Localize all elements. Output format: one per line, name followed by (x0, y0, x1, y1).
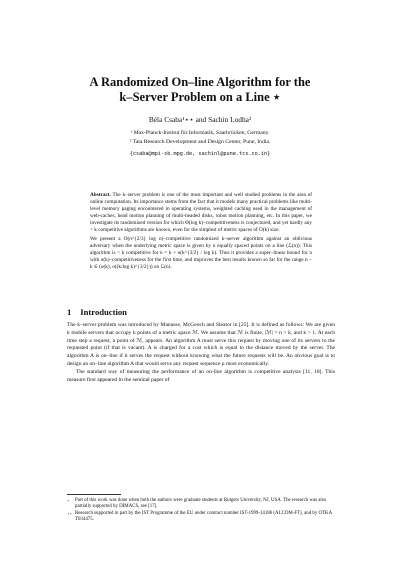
footnote-2-mark: ⋆⋆ (67, 510, 73, 516)
section-heading (67, 307, 337, 317)
abstract-paragraph-1 (90, 192, 312, 234)
affiliations (40, 129, 360, 146)
body-text (67, 322, 335, 384)
body-paragraph-2: The standard way of measuring the performance of an on-line algorithm is competitive analysis [11, 18]. This measure first appeared in the seminal paper of (67, 368, 335, 383)
footnotes (67, 498, 335, 523)
abstract-text-1: The k–server problem is one of the most important and well studied problems in the area of online computation. Its importance stems from the fact that it models many practical problems like multi-level memory paging encountered in operating systems, weighted caching used in the management of web-caches, head motion planning of multi-headed disks, robot motion planning, etc. In this paper, we investigate its randomized version for which Θ(log k)–competitiveness is conjectured, and yet hardly any < k competitive algorithms are known, even for the simplest of metric spaces of O(k) size. (90, 192, 312, 234)
affiliation-1: ¹ Max-Planck-Institut für Informatik, Saarbrücken, Germany. (130, 130, 270, 136)
section-number: 1 (67, 307, 72, 317)
footnote-1-text: Part of this work was done when both the authors were graduate students at Rutgers University, NJ, USA. The research was also partially supported by DIMACS, see [17]. (75, 498, 327, 510)
abstract-label: Abstract. (90, 192, 111, 198)
footnote-rule (67, 494, 121, 495)
author-list: Béla Csaba¹⋆⋆ and Sachin Lodha² (148, 115, 252, 124)
footnote-1 (67, 498, 335, 511)
title-line-2: k–Server Problem on a Line ⋆ (119, 90, 281, 104)
paper-title (40, 75, 360, 105)
footnote-2-text: Research supported in part by the IST Programme of the EU under contract number IST-1999-14186 (ALCOM-FT), and by OTKA T034475. (75, 510, 332, 522)
section-title: Introduction (80, 307, 127, 317)
footnote-2 (67, 511, 335, 524)
affiliation-2: ² Tata Research Development and Design Center, Pune, India. (129, 138, 271, 145)
title-line-1: A Randomized On–line Algorithm for the (89, 75, 311, 89)
abstract (90, 192, 312, 272)
footnote-1-mark: ⋆ (67, 498, 70, 503)
body-paragraph-1: The k–server problem was introduced by Manasse, McGeoch and Sleator in [25]. It is defined as follows: We are given k mobile servers that occupy k points of a metric space ℳ. We assume that ℳ is finite, |ℳ| = n > k, and k > 1. At each time step a request, a point of ℳ, appears. An algorithm A must serve this request by moving one of its servers to the requested point (if that is vacant). A is charged for a cost which is equal to the distance moved by the server. The algorithm A is on–line if it serves the request without knowing what the future requests will be. An obvious goal is to design an on–line algorithm A that would serve any request sequence ρ most economically. (67, 322, 335, 367)
abstract-paragraph-2: We present a O(n^{2/3} log n)–competitive randomized k–server algorithm against an oblivious adversary when the underlying metric space is given by n equally spaced points on a line (ℒ(n)). This algorithm is < k competitive for n = k + o(k^{3/2} / log k). Thus it provides a super–linear bound for n with o(k)–competitiveness for the first time, and improves the best results known so far for the range n − k ∈ (o(k), o((k/log k)^{3/2})) on ℒ(n). (90, 236, 312, 271)
author-emails: {csaba@mpi-sb.mpg.de, sachinl@pune.tcs.co.in} (129, 151, 271, 157)
